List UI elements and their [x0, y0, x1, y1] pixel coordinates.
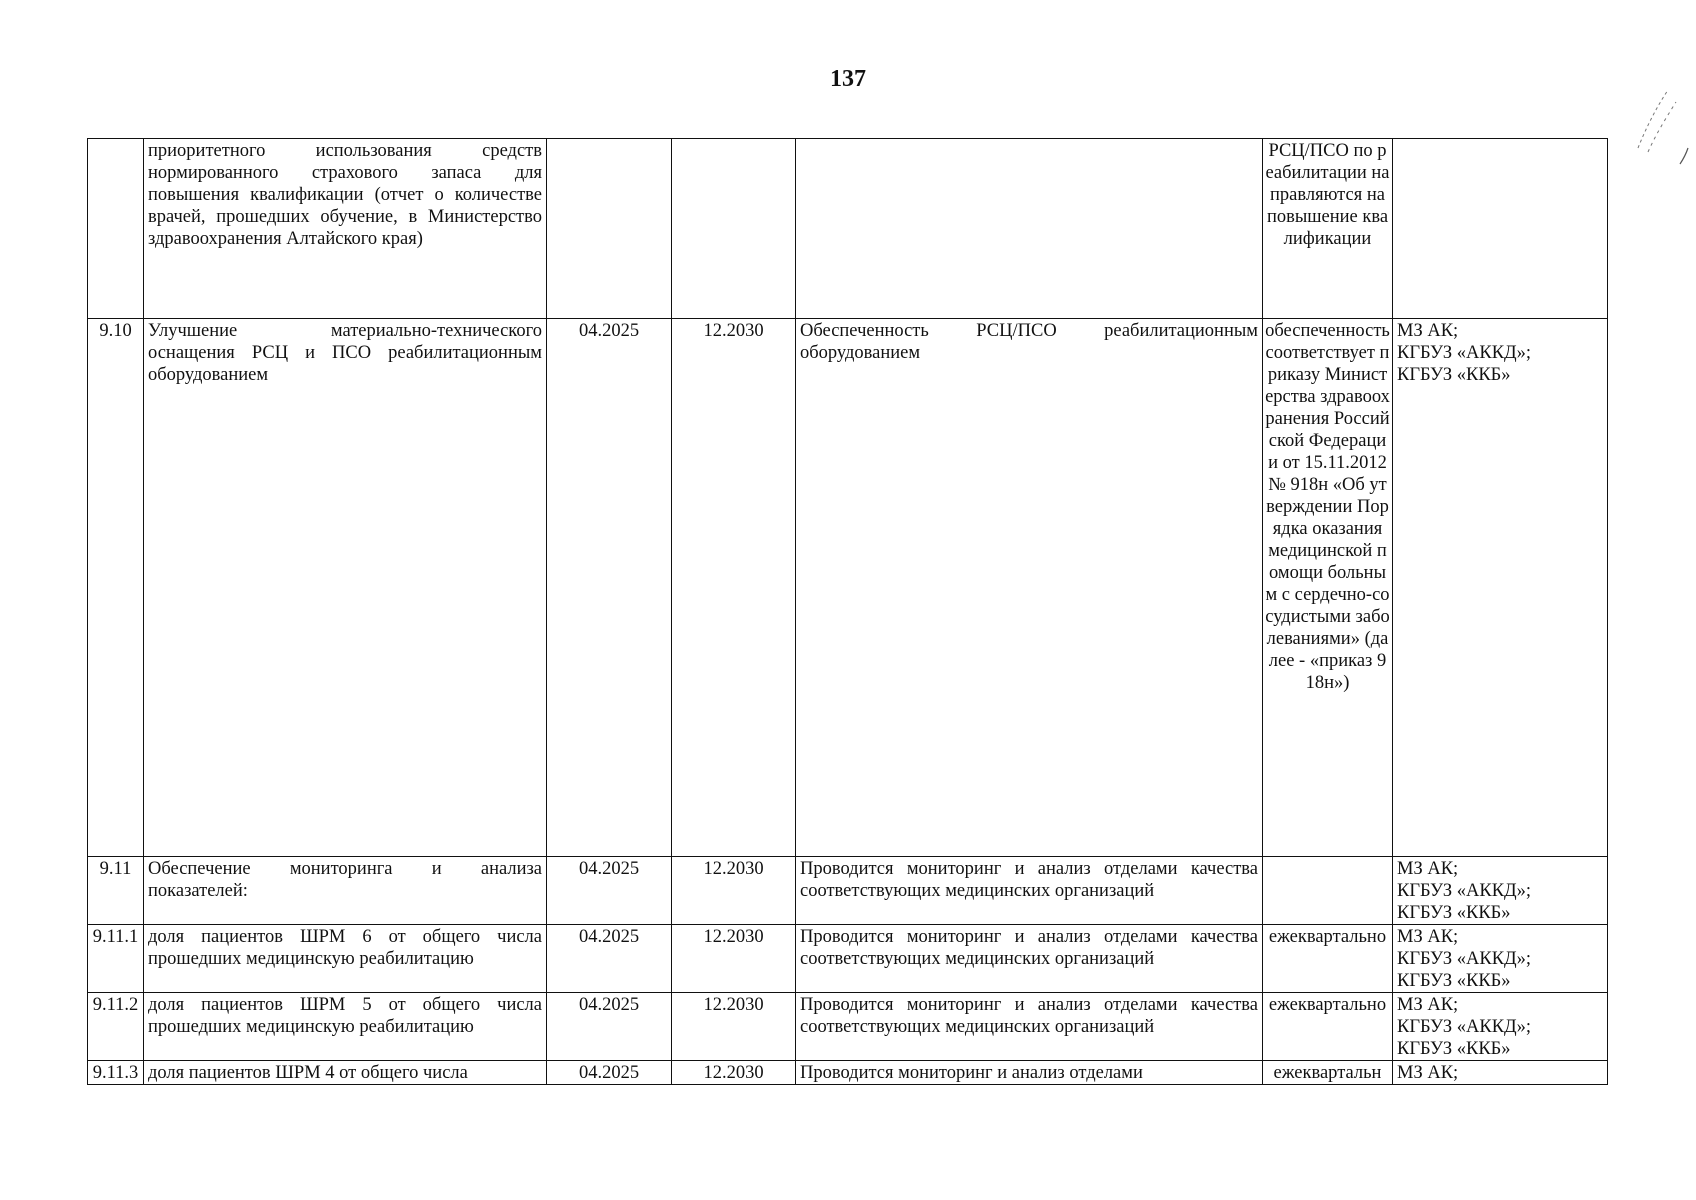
start-date-cell — [547, 139, 672, 319]
end-date-cell: 12.2030 — [672, 925, 796, 993]
responsible-cell: МЗ АК; КГБУЗ «АККД»; КГБУЗ «ККБ» — [1393, 993, 1608, 1061]
pencil-mark-icon — [1632, 78, 1692, 173]
start-date-cell: 04.2025 — [547, 857, 672, 925]
result-cell: ежеквартальн — [1263, 1061, 1393, 1085]
result-cell: обеспеченность соответствует приказу Министерства здравоохранения Российской Федерации от 15.11.2012 № 918н «Об утверждении Порядка оказания медицинской помощи больным с сердечно-сосудистыми заболеваниями» (далее - «приказ 918н») — [1263, 319, 1393, 857]
result-cell: ежеквартально — [1263, 925, 1393, 993]
page-number: 137 — [830, 66, 866, 92]
responsible-cell — [1393, 139, 1608, 319]
end-date-cell: 12.2030 — [672, 319, 796, 857]
responsible-cell: МЗ АК; КГБУЗ «АККД»; КГБУЗ «ККБ» — [1393, 319, 1608, 857]
activity-cell: доля пациентов ШРМ 5 от общего числа прошедших медицинскую реабилитацию — [144, 993, 547, 1061]
row-number-cell: 9.11.3 — [88, 1061, 144, 1085]
start-date-cell: 04.2025 — [547, 993, 672, 1061]
row-number-cell — [88, 139, 144, 319]
end-date-cell — [672, 139, 796, 319]
row-number-cell: 9.10 — [88, 319, 144, 857]
activity-cell: доля пациентов ШРМ 4 от общего числа — [144, 1061, 547, 1085]
result-cell — [1263, 857, 1393, 925]
responsible-cell: МЗ АК; КГБУЗ «АККД»; КГБУЗ «ККБ» — [1393, 857, 1608, 925]
row-number-cell: 9.11.1 — [88, 925, 144, 993]
indicator-cell — [796, 139, 1263, 319]
activity-cell: доля пациентов ШРМ 6 от общего числа прошедших медицинскую реабилитацию — [144, 925, 547, 993]
activity-cell: Обеспечение мониторинга и анализа показателей: — [144, 857, 547, 925]
end-date-cell: 12.2030 — [672, 857, 796, 925]
responsible-cell: МЗ АК; — [1393, 1061, 1608, 1085]
activity-cell: приоритетного использования средств нормированного страхового запаса для повышения квалификации (отчет о количестве врачей, прошедших обучение, в Министерство здравоохранения Алтайского края) — [144, 139, 547, 319]
result-cell: РСЦ/ПСО по реабилитации направляются на повышение квалификации — [1263, 139, 1393, 319]
indicator-cell: Обеспеченность РСЦ/ПСО реабилитационным оборудованием — [796, 319, 1263, 857]
table-row — [88, 993, 1608, 1061]
end-date-cell: 12.2030 — [672, 1061, 796, 1085]
activity-cell: Улучшение материально-технического оснащения РСЦ и ПСО реабилитационным оборудованием — [144, 319, 547, 857]
indicator-cell: Проводится мониторинг и анализ отделами — [796, 1061, 1263, 1085]
result-cell: ежеквартально — [1263, 993, 1393, 1061]
action-plan-table — [87, 138, 1608, 1085]
end-date-cell: 12.2030 — [672, 993, 796, 1061]
table-row — [88, 857, 1608, 925]
table-row — [88, 319, 1608, 857]
start-date-cell: 04.2025 — [547, 319, 672, 857]
indicator-cell: Проводится мониторинг и анализ отделами качества соответствующих медицинских организаций — [796, 993, 1263, 1061]
row-number-cell: 9.11 — [88, 857, 144, 925]
row-number-cell: 9.11.2 — [88, 993, 144, 1061]
indicator-cell: Проводится мониторинг и анализ отделами качества соответствующих медицинских организаций — [796, 857, 1263, 925]
indicator-cell: Проводится мониторинг и анализ отделами качества соответствующих медицинских организаций — [796, 925, 1263, 993]
start-date-cell: 04.2025 — [547, 1061, 672, 1085]
table-row — [88, 139, 1608, 319]
table-row — [88, 925, 1608, 993]
start-date-cell: 04.2025 — [547, 925, 672, 993]
table-row — [88, 1061, 1608, 1085]
responsible-cell: МЗ АК; КГБУЗ «АККД»; КГБУЗ «ККБ» — [1393, 925, 1608, 993]
